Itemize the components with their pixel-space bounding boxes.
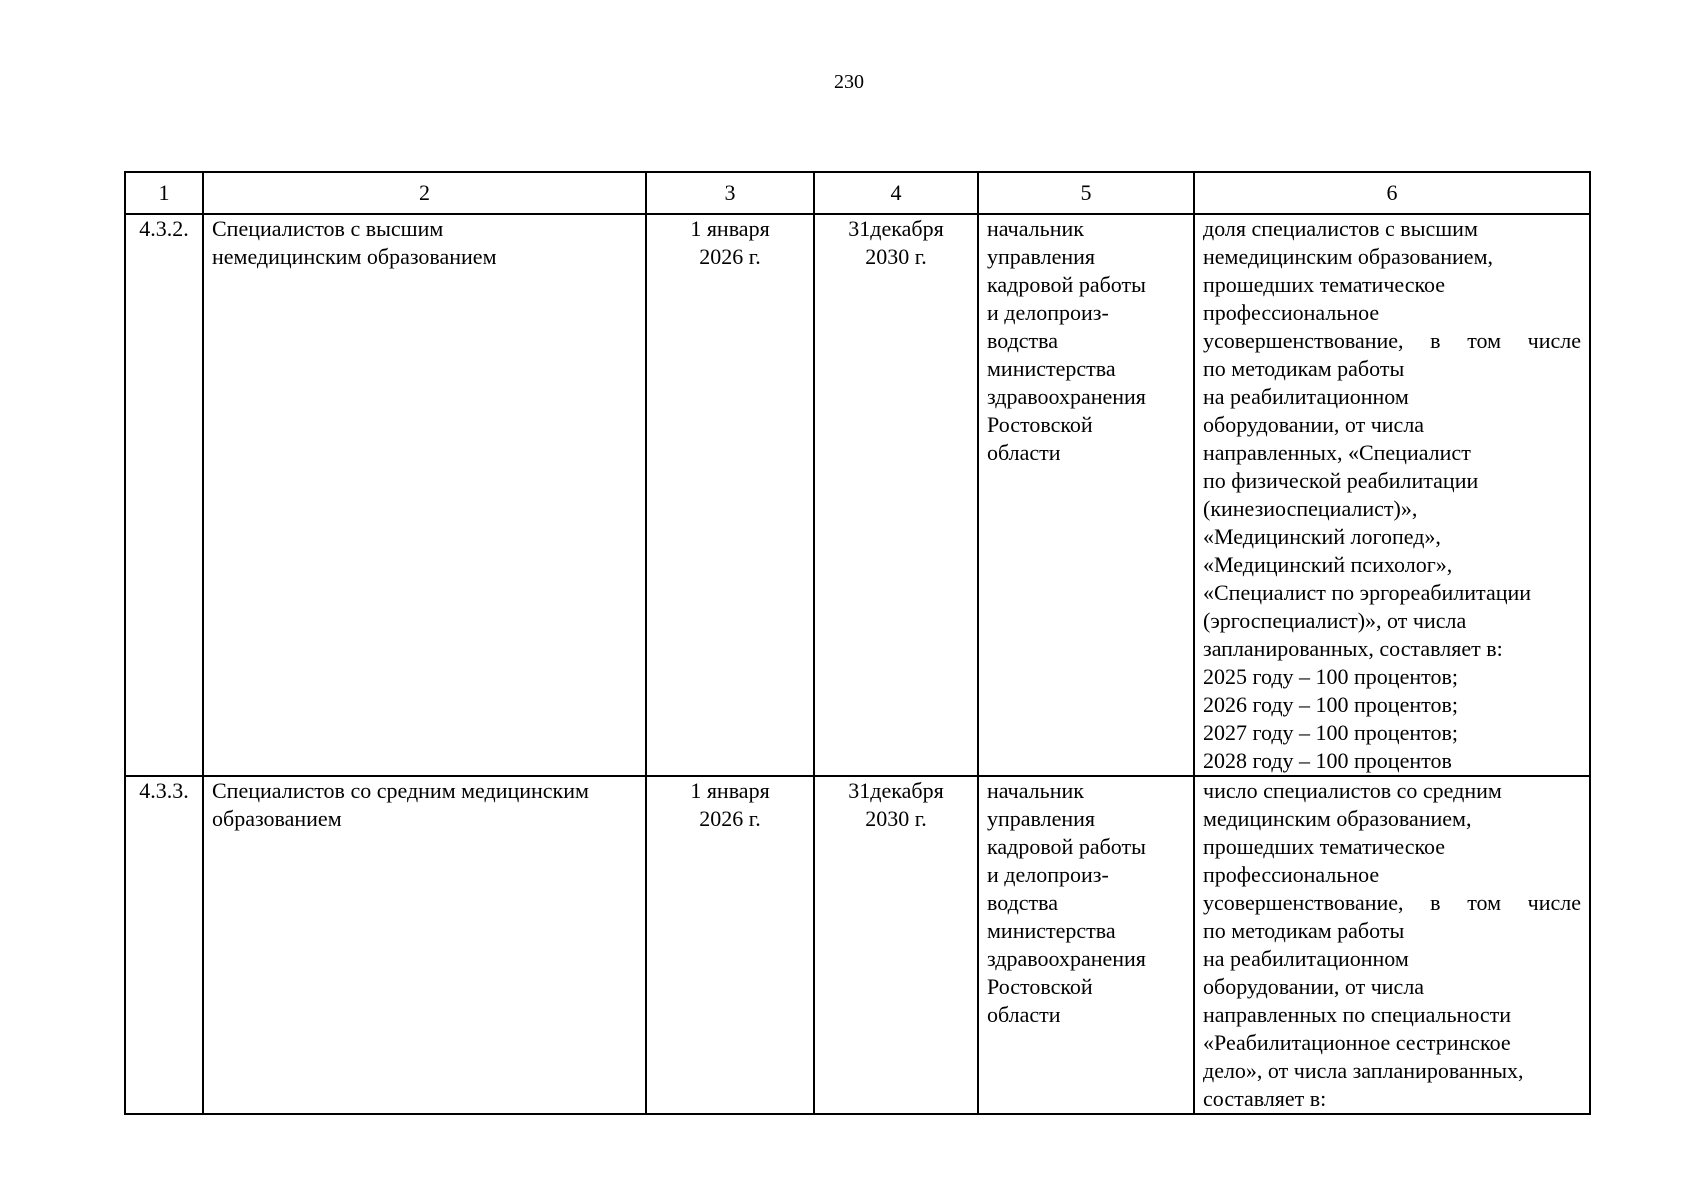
column-header-4: 4 (814, 172, 978, 214)
text-line: 31декабря (848, 778, 944, 803)
text-line: министерства (987, 918, 1116, 943)
item-name (203, 776, 646, 1114)
text-line: составляет в: (1203, 1086, 1327, 1111)
text-line: образованием (212, 806, 342, 831)
responsible (978, 776, 1194, 1114)
text-line: «Медицинский психолог», (1203, 552, 1453, 577)
text-line: 2028 году – 100 процентов (1203, 748, 1452, 773)
responsible (978, 214, 1194, 776)
text-line: водства (987, 328, 1059, 353)
text-line: Специалистов со средним медицинским (212, 778, 589, 803)
expected-result (1194, 776, 1590, 1114)
table-row (125, 214, 1590, 776)
text-line: на реабилитационном (1203, 946, 1409, 971)
text-line: 1 января (690, 216, 770, 241)
start-date (646, 776, 814, 1114)
text-line: доля специалистов с высшим (1203, 216, 1478, 241)
item-number: 4.3.2. (125, 214, 203, 776)
text-line: министерства (987, 356, 1116, 381)
text-line: усовершенствование, в том числе (1203, 328, 1581, 353)
text-line: управления (987, 806, 1096, 831)
text-line: 1 января (690, 778, 770, 803)
text-line: направленных, «Специалист (1203, 440, 1471, 465)
text-line: Специалистов с высшим (212, 216, 444, 241)
text-line: и делопроиз- (987, 300, 1109, 325)
table-header-row (125, 172, 1590, 214)
text-line: 2026 году – 100 процентов; (1203, 692, 1458, 717)
text-line: прошедших тематическое (1203, 834, 1446, 859)
text-line: число специалистов со средним (1203, 778, 1502, 803)
text-line: усовершенствование, в том числе (1203, 890, 1581, 915)
end-date (814, 776, 978, 1114)
text-line: запланированных, составляет в: (1203, 636, 1503, 661)
start-date (646, 214, 814, 776)
column-header-6: 6 (1194, 172, 1590, 214)
text-line: по методикам работы (1203, 356, 1405, 381)
end-date (814, 214, 978, 776)
text-line: «Специалист по эргореабилитации (1203, 580, 1532, 605)
text-line: прошедших тематическое (1203, 272, 1446, 297)
text-line: на реабилитационном (1203, 384, 1409, 409)
item-number: 4.3.3. (125, 776, 203, 1114)
table-row (125, 776, 1590, 1114)
text-line: оборудовании, от числа (1203, 412, 1425, 437)
column-header-1: 1 (125, 172, 203, 214)
text-line: профессиональное (1203, 300, 1380, 325)
text-line: Ростовской (987, 412, 1093, 437)
text-line: здравоохранения (987, 946, 1146, 971)
text-line: кадровой работы (987, 272, 1146, 297)
text-line: водства (987, 890, 1059, 915)
text-line: области (987, 1002, 1061, 1027)
text-line: направленных по специальности (1203, 1002, 1512, 1027)
text-line: 2026 г. (699, 806, 761, 831)
text-line: начальник (987, 216, 1084, 241)
text-line: (эргоспециалист)», от числа (1203, 608, 1467, 633)
text-line: 2026 г. (699, 244, 761, 269)
text-line: профессиональное (1203, 862, 1380, 887)
text-line: дело», от числа запланированных, (1203, 1058, 1524, 1083)
expected-result (1194, 214, 1590, 776)
text-line: и делопроиз- (987, 862, 1109, 887)
text-line: (кинезиоспециалист)», (1203, 496, 1418, 521)
text-line: 2027 году – 100 процентов; (1203, 720, 1458, 745)
text-line: по методикам работы (1203, 918, 1405, 943)
text-line: медицинским образованием, (1203, 806, 1472, 831)
text-line: 2030 г. (865, 806, 927, 831)
text-line: 2030 г. (865, 244, 927, 269)
text-line: 31декабря (848, 216, 944, 241)
column-header-3: 3 (646, 172, 814, 214)
text-line: начальник (987, 778, 1084, 803)
text-line: немедицинским образованием, (1203, 244, 1493, 269)
text-line: оборудовании, от числа (1203, 974, 1425, 999)
item-name (203, 214, 646, 776)
text-line: немедицинским образованием (212, 244, 497, 269)
text-line: по физической реабилитации (1203, 468, 1479, 493)
text-line: Ростовской (987, 974, 1093, 999)
text-line: «Реабилитационное сестринское (1203, 1030, 1511, 1055)
text-line: области (987, 440, 1061, 465)
text-line: здравоохранения (987, 384, 1146, 409)
text-line: 2025 году – 100 процентов; (1203, 664, 1458, 689)
text-line: управления (987, 244, 1096, 269)
column-header-5: 5 (978, 172, 1194, 214)
measures-table (124, 171, 1591, 1115)
text-line: «Медицинский логопед», (1203, 524, 1441, 549)
page-number: 230 (834, 71, 864, 93)
text-line: кадровой работы (987, 834, 1146, 859)
column-header-2: 2 (203, 172, 646, 214)
